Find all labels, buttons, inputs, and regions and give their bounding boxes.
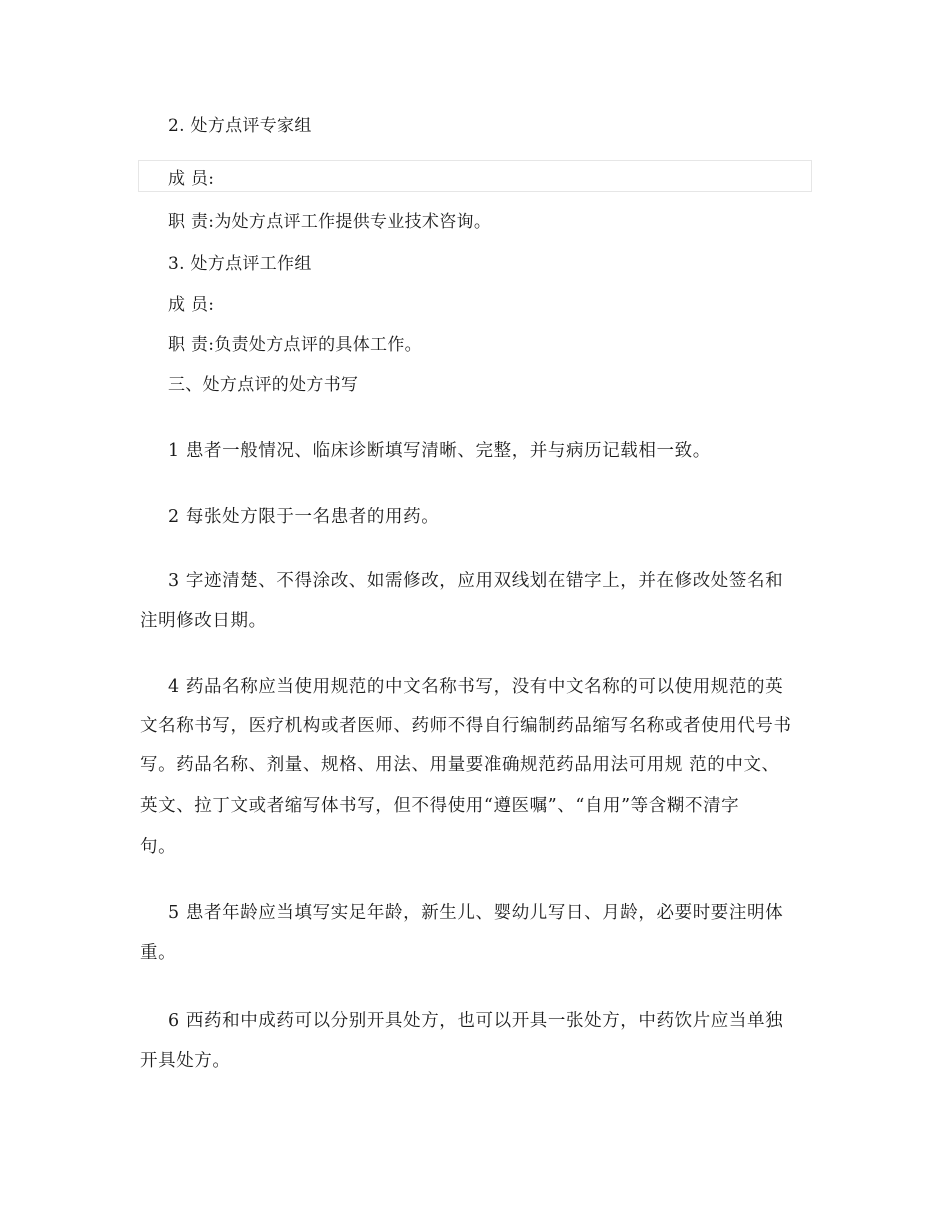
rule-1-line-1: 1 患者一般情况、临床诊断填写清晰、完整，并与病历记载相一致。 [168, 441, 711, 461]
rule-3-line-1: 3 字迹清楚、不得涂改、如需修改，应用双线划在错字上，并在修改处签名和 [168, 571, 784, 591]
section-3-duty: 职 责:负责处方点评的具体工作。 [168, 335, 422, 355]
part-three-heading: 三、处方点评的处方书写 [168, 375, 359, 395]
rule-5-line-1: 5 患者年龄应当填写实足年龄，新生儿、婴幼儿写日、月龄，必要时要注明体 [168, 903, 784, 923]
section-3-heading: 3. 处方点评工作组 [168, 254, 312, 274]
section-2-members-label: 成 员: [168, 169, 215, 189]
rule-4-line-2: 文名称书写，医疗机构或者医师、药师不得自行编制药品缩写名称或者使用代号书 [140, 716, 792, 736]
rule-6-line-1: 6 西药和中成药可以分别开具处方，也可以开具一张处方，中药饮片应当单独 [168, 1011, 784, 1031]
rule-6-line-2: 开具处方。 [140, 1051, 231, 1071]
rule-4-line-5: 句。 [140, 837, 177, 857]
section-2-duty: 职 责:为处方点评工作提供专业技术咨询。 [168, 212, 492, 232]
rule-3-line-2: 注明修改日期。 [140, 611, 267, 631]
section-2-heading: 2. 处方点评专家组 [168, 116, 312, 136]
rule-4-line-3: 写。药品名称、剂量、规格、用法、用量要准确规范药品用法可用规 范的中文、 [140, 755, 780, 775]
rule-2-line-1: 2 每张处方限于一名患者的用药。 [168, 507, 440, 527]
rule-4-line-1: 4 药品名称应当使用规范的中文名称书写，没有中文名称的可以使用规范的英 [168, 677, 784, 697]
rule-4-line-4: 英文、拉丁文或者缩写体书写，但不得使用“遵医嘱”、“自用”等含糊不清字 [140, 796, 740, 816]
rule-5-line-2: 重。 [140, 943, 177, 963]
members-row-box [138, 160, 812, 192]
section-3-members-label: 成 员: [168, 295, 215, 315]
